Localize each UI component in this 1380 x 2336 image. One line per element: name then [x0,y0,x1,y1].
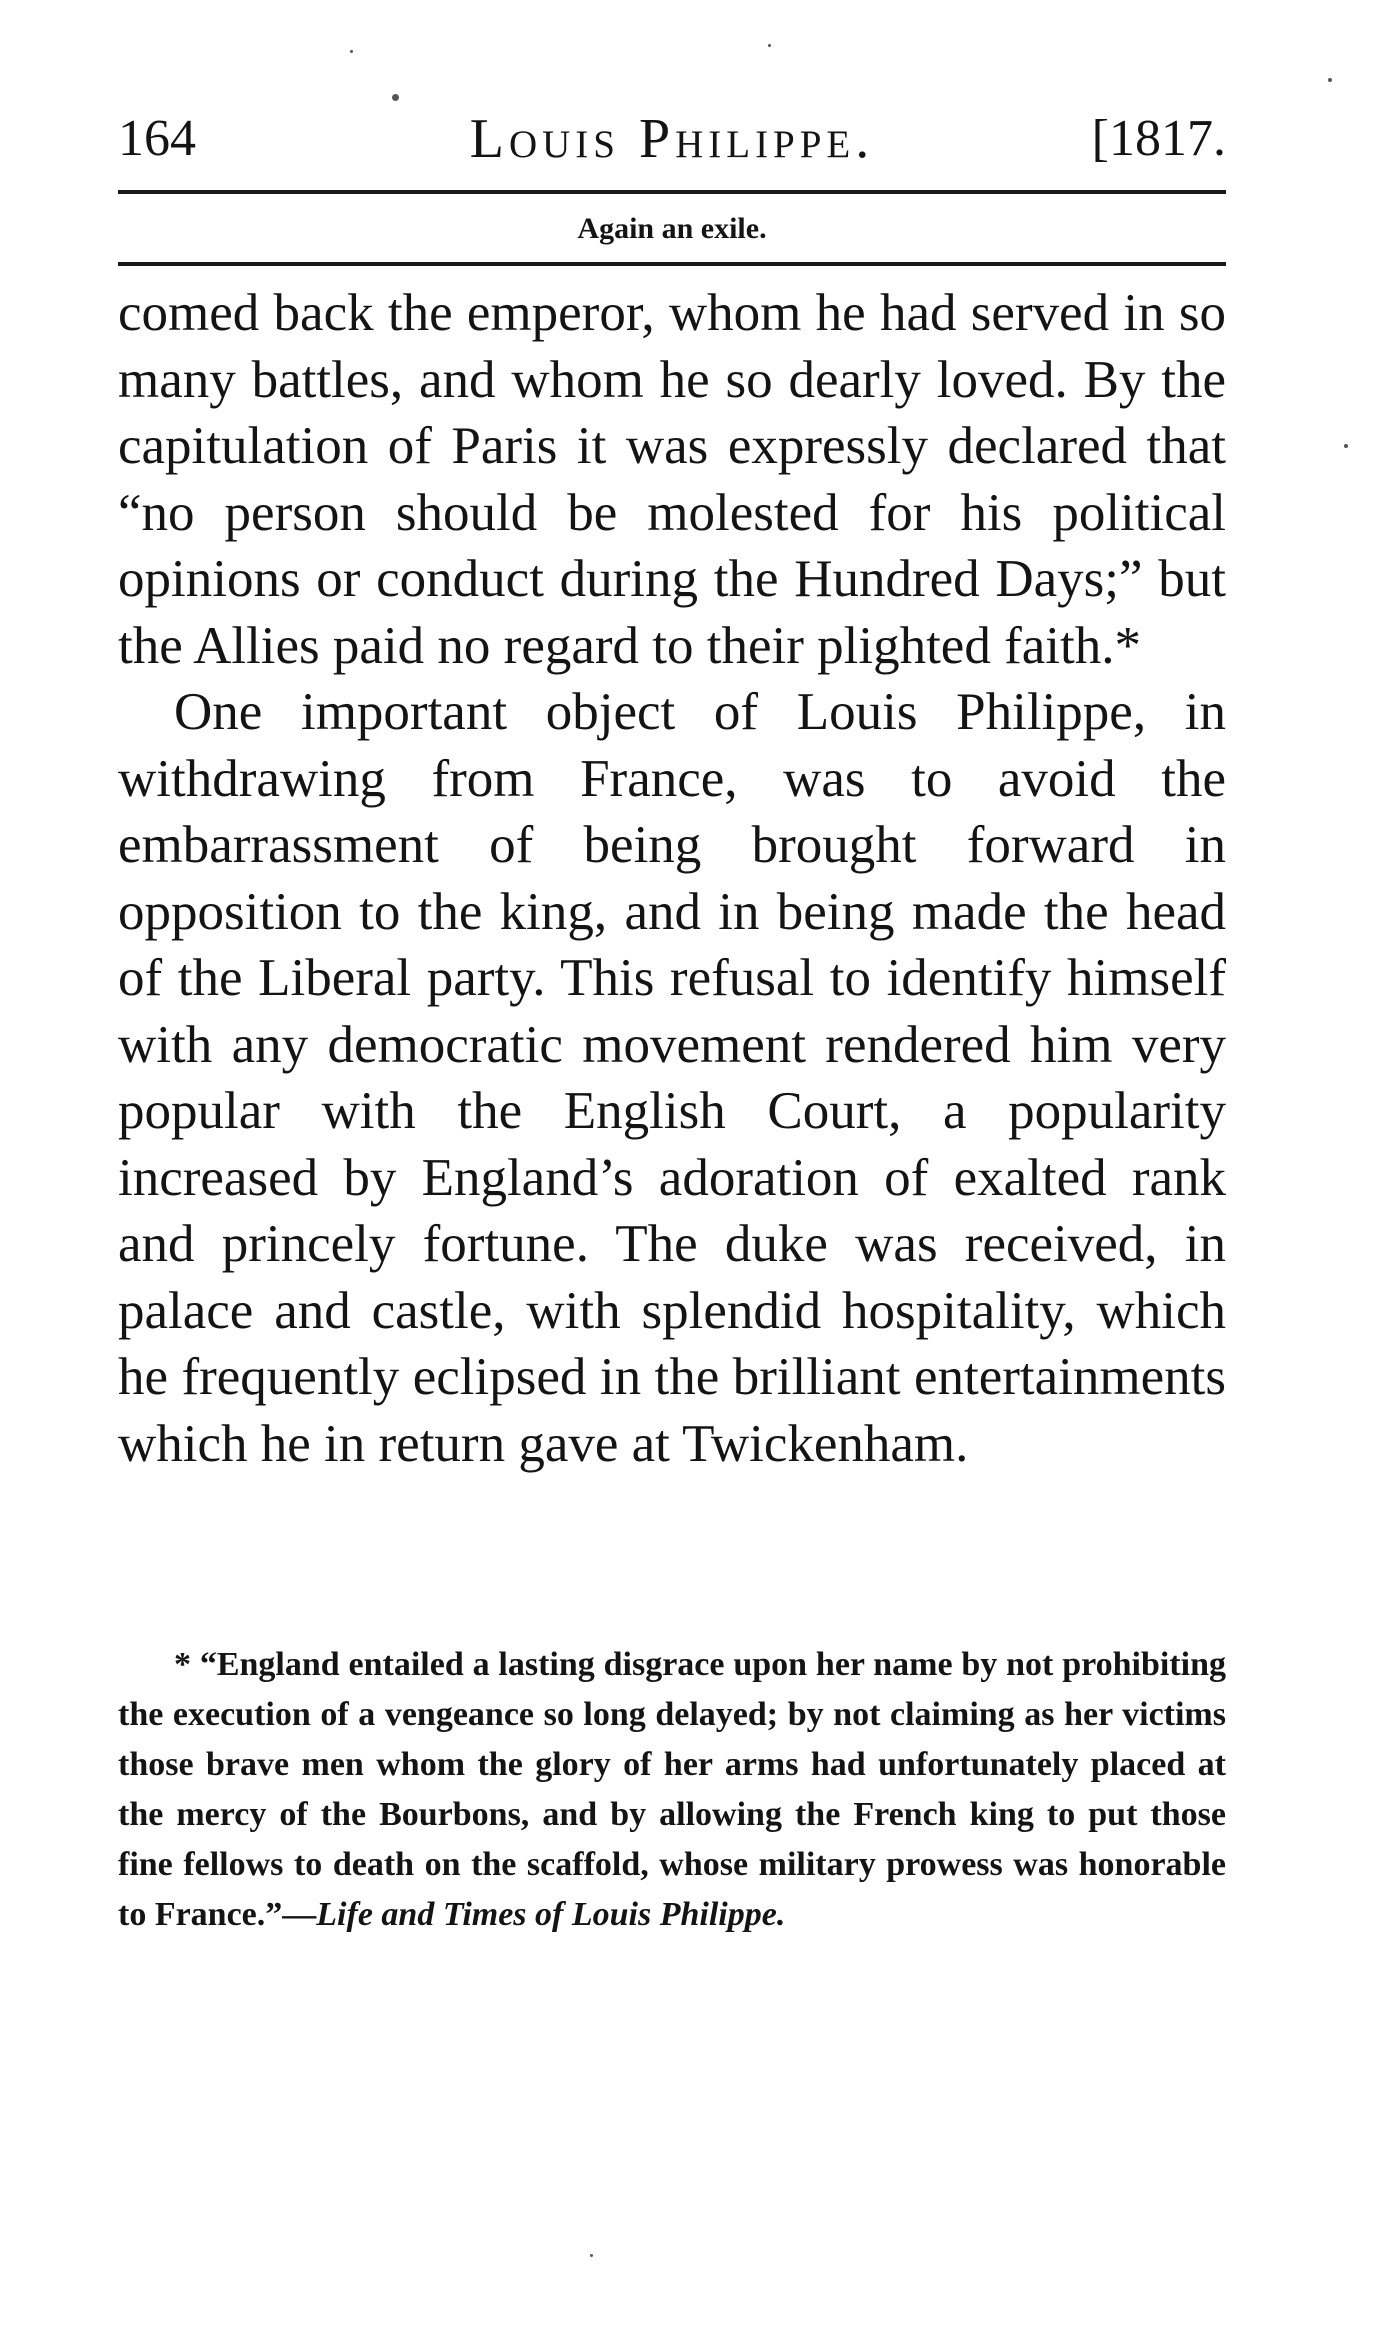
header-rule-top [118,190,1226,194]
running-title: Louis Philippe. [469,108,875,170]
page-number: 164 [118,110,196,167]
footnote-text: * “England entailed a lasting disgrace upon her name by not prohibiting the execution of a vengeance so long delayed; by not claiming as her victims those brave men whom the glory of her arms had unfortunately placed at the mercy of the Bourbons, and by allowing the French king to put those fine fellows to death on the scaffold, whose military prowess was honorable to France.”— [118,1646,1226,1933]
body-text [118,280,1226,1477]
paper-speck [768,44,771,47]
footnote-source: Life and Times of Louis Philippe. [316,1896,786,1933]
running-year: [1817. [1091,110,1226,167]
paper-speck [1344,444,1348,448]
paragraph-continued: comed back the emperor, whom he had served in so many battles, and whom he so dearly loved. By the capitulation of Paris it was expressly declared that “no person should be molested for his political opinions or conduct during the Hundred Days;” but the Allies paid no regard to their plighted faith.* [118,284,1226,675]
paper-speck [1328,78,1332,82]
paragraph: One important object of Louis Philippe, in withdrawing from France, was to avoid the embarrassment of being brought forward in opposition to the king, and in being made the head of the Liberal party. This refusal to identify himself with any democratic movement rendered him very popular with the English Court, a popularity increased by England’s adoration of exalted rank and princely fortune. The duke was received, in palace and castle, with splendid hospitality, which he frequently eclipsed in the brilliant entertainments which he in return gave at Twickenham. [118,683,1226,1473]
section-heading: Again an exile. [577,212,767,245]
paper-speck [590,2254,593,2257]
paper-speck [392,94,399,101]
footnote [118,1640,1226,1940]
running-head [118,104,1226,174]
header-rule-bottom [118,262,1226,266]
paper-speck [350,50,353,53]
